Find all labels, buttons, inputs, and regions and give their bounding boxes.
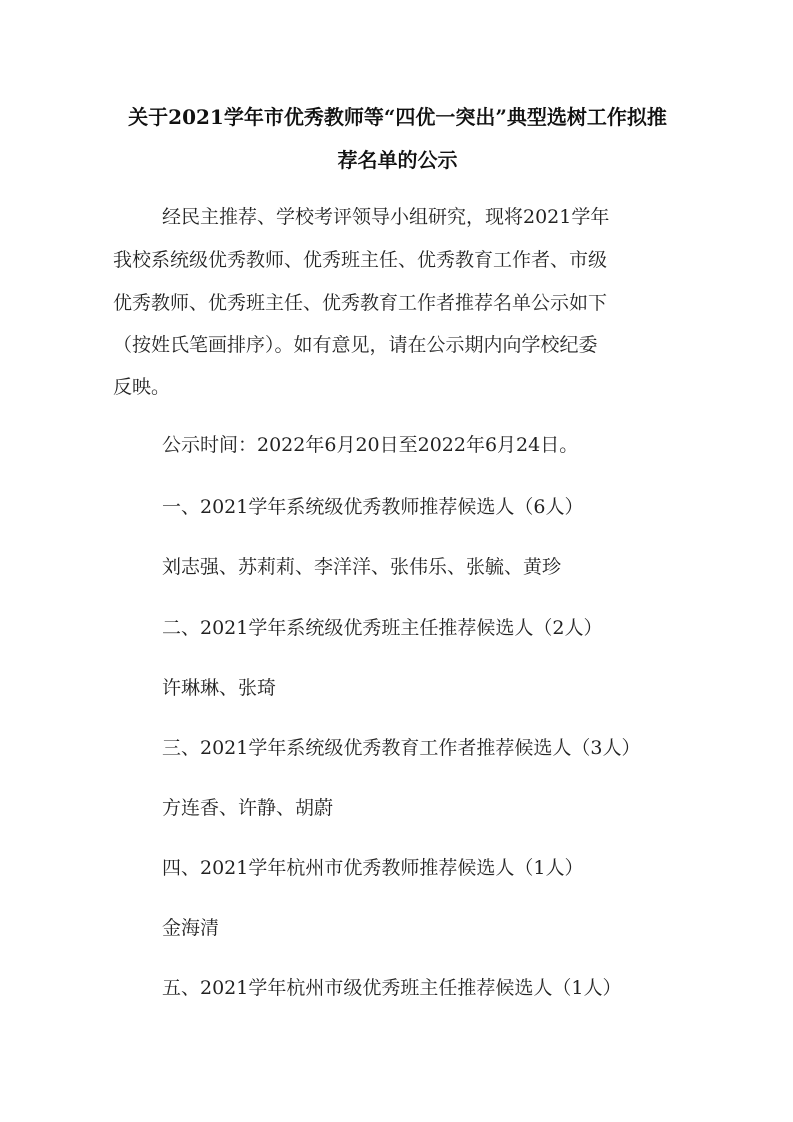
section-4-heading: 四、2021学年杭州市优秀教师推荐候选人（1人） (162, 857, 584, 879)
intro-line-4: （按姓氏笔画排序）。如有意见，请在公示期内向学校纪委 (113, 334, 598, 356)
document-title-line-1: 关于2021学年市优秀教师等“四优一突出”典型选树工作拟推 (128, 105, 667, 129)
section-2-names: 许琳琳、张琦 (162, 677, 277, 699)
intro-line-2: 我校系统级优秀教师、优秀班主任、优秀教育工作者、市级 (113, 249, 608, 271)
announcement-period: 公示时间：2022年6月20日至2022年6月24日。 (162, 434, 579, 456)
intro-line-5: 反映。 (113, 376, 171, 398)
section-1-heading: 一、2021学年系统级优秀教师推荐候选人（6人） (162, 496, 584, 518)
section-4-names: 金海清 (162, 917, 220, 939)
section-1-names: 刘志强、苏莉莉、李洋洋、张伟乐、张毓、黄珍 (162, 556, 562, 578)
document-title-line-2: 荐名单的公示 (337, 148, 458, 172)
section-3-names: 方连香、许静、胡蔚 (162, 797, 334, 819)
section-3-heading: 三、2021学年系统级优秀教育工作者推荐候选人（3人） (162, 737, 641, 759)
intro-line-3: 优秀教师、优秀班主任、优秀教育工作者推荐名单公示如下 (113, 292, 608, 314)
section-5-heading: 五、2021学年杭州市级优秀班主任推荐候选人（1人） (162, 977, 622, 999)
section-2-heading: 二、2021学年系统级优秀班主任推荐候选人（2人） (162, 617, 603, 639)
intro-line-1: 经民主推荐、学校考评领导小组研究，现将2021学年 (162, 206, 610, 228)
